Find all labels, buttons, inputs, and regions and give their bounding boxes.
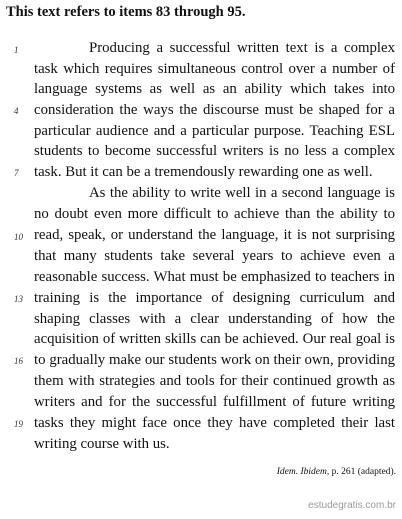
text-line: writing course with us. xyxy=(34,436,170,452)
text-line: no doubt even more difficult to achieve than the ability to xyxy=(34,206,395,222)
text-line: task. But it can be a tremendously rewarding one as well. xyxy=(34,164,373,180)
line-number-16: 16 xyxy=(14,356,23,366)
text-line: writers and for the successful fulfillment of future writing xyxy=(34,394,395,410)
text-line: shaping classes with a clear understanding of how the xyxy=(34,311,395,327)
text-line: As the ability to write well in a second language is xyxy=(89,185,395,201)
text-line: students to become successful writers is no less a complex xyxy=(34,143,395,159)
text-line: reasonable success. What must be emphasized to teachers in xyxy=(34,269,395,285)
text-line: consideration the ways the discourse must be shaped for a xyxy=(34,102,395,118)
line-number-4: 4 xyxy=(14,106,19,116)
source-citation-italic: Idem. Ibidem xyxy=(276,467,327,477)
text-line: training is the importance of designing curriculum and xyxy=(34,290,395,306)
line-number-10: 10 xyxy=(14,232,23,242)
source-citation-rest: , p. 261 (adapted). xyxy=(326,467,396,477)
text-line: that many students take several years to achieve even a xyxy=(34,248,395,264)
header-instruction: This text refers to items 83 through 95. xyxy=(6,4,246,20)
text-line: to gradually make our students work on their own, providing xyxy=(34,352,395,368)
line-number-19: 19 xyxy=(14,419,23,429)
site-watermark: estudegratis.com.br xyxy=(308,500,396,511)
text-line: task which requires simultaneous control over a number of xyxy=(34,61,395,77)
text-line: tasks they might face once they have completed their last xyxy=(34,415,395,431)
line-number-13: 13 xyxy=(14,294,23,304)
text-line: particular audience and a particular purpose. Teaching ESL xyxy=(34,123,395,139)
text-line: them with strategies and tools for their continued growth as xyxy=(34,373,395,389)
text-line: read, speak, or understand the language, it is not surprising xyxy=(34,227,395,243)
text-line: language systems as well as an ability which takes into xyxy=(34,81,395,97)
source-citation xyxy=(277,466,396,478)
line-number-7: 7 xyxy=(14,168,19,178)
text-line: Producing a successful written text is a complex xyxy=(89,40,395,56)
line-number-1: 1 xyxy=(14,45,19,55)
text-line: acquisition of written skills can be achieved. Our real goal is xyxy=(34,331,395,347)
